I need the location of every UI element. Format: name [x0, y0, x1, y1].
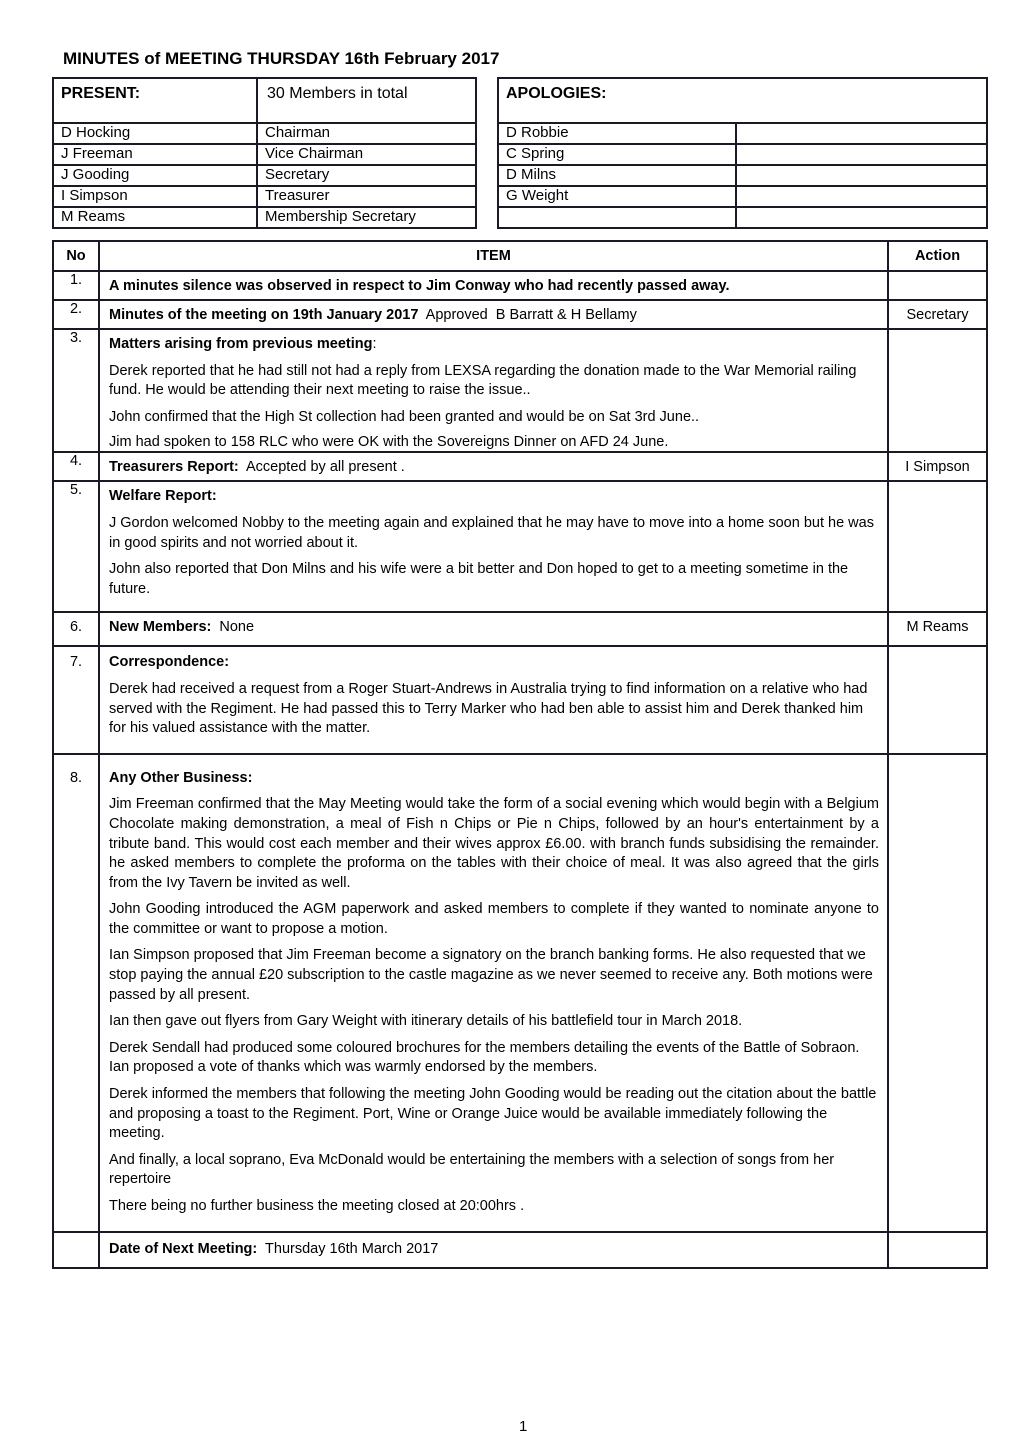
item-paragraph: J Gordon welcomed Nobby to the meeting again and explained that he may have to move into a home soon but he was in good spirits and not worried about it.: [109, 514, 874, 551]
apologies-note: [736, 186, 987, 207]
minutes-header-row: [53, 241, 987, 271]
minutes-row: [53, 300, 987, 329]
apologies-name: [498, 207, 736, 228]
item-number: 3.: [53, 329, 99, 452]
present-role: Secretary: [257, 165, 476, 186]
item-action: [888, 646, 987, 753]
item-content: [99, 1232, 888, 1268]
item-action: [888, 329, 987, 452]
item-content: [99, 300, 888, 329]
minutes-row: [53, 481, 987, 612]
header-action: Action: [888, 241, 987, 271]
present-total: 30 Members in total: [257, 78, 476, 123]
item-content: [99, 754, 888, 1232]
apologies-note: [736, 165, 987, 186]
apologies-label-cell: [498, 78, 987, 123]
item-content: [99, 612, 888, 646]
present-name: M Reams: [53, 207, 257, 228]
apologies-table: [497, 77, 988, 229]
item-paragraph: Ian then gave out flyers from Gary Weight with itinerary details of his battlefield tour in March 2018.: [109, 1013, 743, 1030]
apologies-name: D Milns: [498, 165, 736, 186]
item-number: 4.: [53, 452, 99, 481]
item-paragraph: Derek Sendall had produced some coloured brochures for the members detailing the events of the Battle of Sobraon. Ian proposed a vote of thanks which was warmly endorsed by the members.: [109, 1039, 860, 1076]
present-row: [53, 144, 476, 165]
minutes-row: [53, 329, 987, 452]
present-name: D Hocking: [53, 123, 257, 144]
apologies-row: [498, 123, 987, 144]
header-item: ITEM: [99, 241, 888, 271]
item-number: [53, 1232, 99, 1268]
item-heading: Matters arising from previous meeting: [109, 336, 373, 352]
present-name: I Simpson: [53, 186, 257, 207]
apologies-name: D Robbie: [498, 123, 736, 144]
item-paragraph: Derek reported that he had still not had a reply from LEXSA regarding the donation made to the War Memorial railing fund. He would be attending their next meeting to raise the issue..: [109, 362, 857, 399]
present-role: Treasurer: [257, 186, 476, 207]
present-role: Vice Chairman: [257, 144, 476, 165]
present-role: Membership Secretary: [257, 207, 476, 228]
present-label: PRESENT:: [61, 85, 141, 102]
minutes-table: [52, 240, 988, 1269]
item-action: Secretary: [888, 300, 987, 329]
present-role: Chairman: [257, 123, 476, 144]
apologies-row: [498, 165, 987, 186]
item-paragraph: And finally, a local soprano, Eva McDonald would be entertaining the members with a selection of songs from her repertoire: [109, 1151, 835, 1188]
item-number: 7.: [53, 646, 99, 753]
present-row: [53, 186, 476, 207]
apologies-row: [498, 207, 987, 228]
item-heading: Correspondence:: [109, 654, 230, 671]
present-row: [53, 207, 476, 228]
item-heading-suffix: :: [372, 336, 377, 352]
apologies-name: C Spring: [498, 144, 736, 165]
present-name: J Gooding: [53, 165, 257, 186]
item-action: M Reams: [888, 612, 987, 646]
minutes-row: [53, 612, 987, 646]
item-heading: Any Other Business:: [109, 769, 253, 786]
item-action: [888, 271, 987, 300]
apologies-note: [736, 207, 987, 228]
apologies-row: [498, 144, 987, 165]
page-title: MINUTES of MEETING THURSDAY 16th February 2017: [63, 49, 500, 68]
item-content: [99, 271, 888, 300]
item-number: 6.: [53, 612, 99, 646]
item-number: 8.: [53, 754, 99, 1232]
item-action: I Simpson: [888, 452, 987, 481]
item-paragraph: Ian Simpson proposed that Jim Freeman become a signatory on the branch banking forms. He also requested that we stop paying the annual £20 subscription to the castle magazine as we never seemed to receive any. Both motions were passed by all present.: [109, 947, 873, 1003]
item-heading-line: [109, 335, 879, 355]
minutes-row-next-meeting: [53, 1232, 987, 1268]
item-heading: Minutes of the meeting on 19th January 2017: [109, 307, 419, 323]
item-content: [99, 481, 888, 612]
item-paragraph: There being no further business the meeting closed at 20:00hrs .: [109, 1198, 525, 1214]
minutes-row: [53, 452, 987, 481]
item-text: None: [211, 619, 255, 636]
present-row: [53, 165, 476, 186]
item-content: [99, 329, 888, 452]
item-paragraph: Jim Freeman confirmed that the May Meeting would take the form of a social evening which would begin with a Belgium Chocolate making demonstration, a meal of Fish n Chips or Pie n Chips, followed by an hour's entertainment by a tribute band. This would cost each member and their wives approx £6.00. with branch funds subsidising the remainder. he asked members to complete the proforma on the tables with their choice of meal. It was also agreed that the girls from the Ivy Tavern be invited as well.: [109, 796, 879, 891]
item-paragraph: John also reported that Don Milns and his wife were a bit better and Don hoped to get to a meeting sometime in the future.: [109, 561, 849, 597]
page-number: 1: [519, 1418, 528, 1435]
present-name: J Freeman: [53, 144, 257, 165]
item-number: 1.: [53, 271, 99, 300]
minutes-row: [53, 646, 987, 753]
apologies-row: [498, 186, 987, 207]
header-no: No: [53, 241, 99, 271]
item-action: [888, 481, 987, 612]
item-paragraph: Derek had received a request from a Roger Stuart-Andrews in Australia trying to find information on a relative who had served with the Regiment. He had passed this to Terry Marker who had ben able to assist him and Derek thanked him for his valued assistance with the matter.: [109, 680, 868, 737]
present-table: [52, 77, 477, 229]
item-text: Approved B Barratt & H Bellamy: [418, 307, 637, 323]
item-heading: New Members:: [109, 619, 212, 636]
item-number: 2.: [53, 300, 99, 329]
item-paragraph: John Gooding introduced the AGM paperwork and asked members to complete if they wanted to nominate anyone to the committee or want to propose a motion.: [109, 901, 879, 937]
item-paragraph: John confirmed that the High St collection had been granted and would be on Sat 3rd June..: [109, 408, 700, 425]
item-text: Accepted by all present .: [238, 459, 405, 476]
item-content: [99, 452, 888, 481]
minutes-row: [53, 271, 987, 300]
item-heading: Treasurers Report:: [109, 459, 239, 476]
apologies-note: [736, 144, 987, 165]
apologies-label: APOLOGIES:: [506, 85, 607, 102]
item-heading: Date of Next Meeting:: [109, 1240, 258, 1257]
apologies-note: [736, 123, 987, 144]
item-action: [888, 754, 987, 1232]
item-heading: A minutes silence was observed in respect to Jim Conway who had recently passed away.: [109, 278, 730, 294]
present-row: [53, 123, 476, 144]
item-number: 5.: [53, 481, 99, 612]
item-content: [99, 646, 888, 753]
apologies-name: G Weight: [498, 186, 736, 207]
minutes-row: [53, 754, 987, 1232]
item-text: Thursday 16th March 2017: [257, 1240, 439, 1257]
item-action: [888, 1232, 987, 1268]
present-label-cell: [53, 78, 257, 123]
item-paragraph: Derek informed the members that following the meeting John Gooding would be reading out the citation about the battle and proposing a toast to the Regiment. Port, Wine or Orange Juice would be available immediately following the meeting.: [109, 1086, 877, 1142]
item-heading: Welfare Report:: [109, 488, 217, 505]
item-paragraph: Jim had spoken to 158 RLC who were OK with the Sovereigns Dinner on AFD 24 June.: [109, 434, 669, 451]
